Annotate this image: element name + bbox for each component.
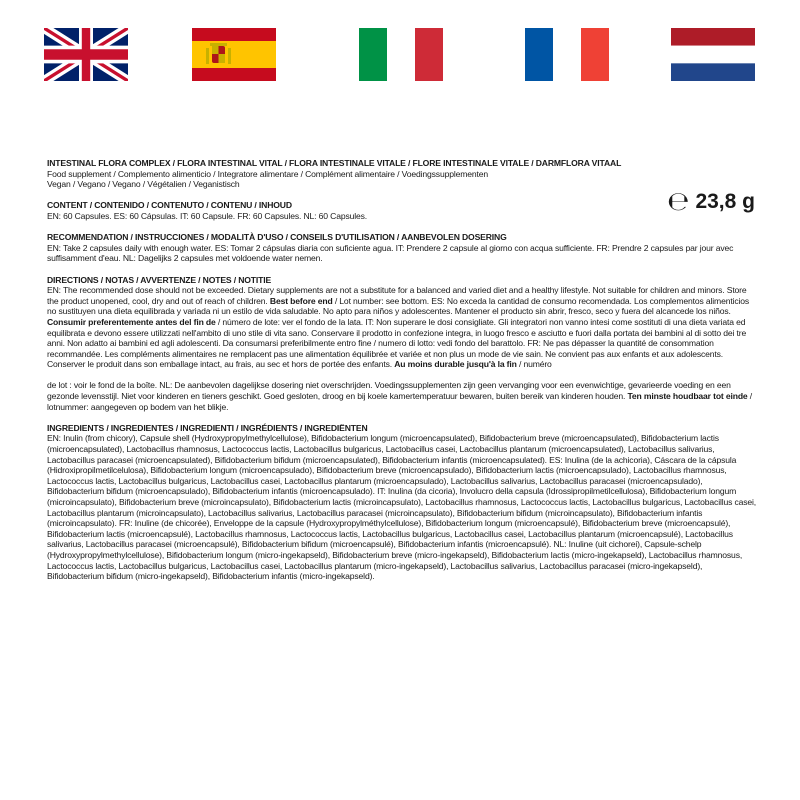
content-section (47, 200, 759, 221)
best-before-nl: Ten minste houdbaar tot einde (627, 391, 748, 402)
estimated-sign-icon: ℮ (667, 187, 690, 217)
content-text: EN: 60 Capsules. ES: 60 Cápsulas. IT: 60 Capsule. FR: 60 Capsules. NL: 60 Capsules. (47, 210, 368, 221)
ingredients-heading: INGREDIENTS / INGREDIENTES / INGREDIENTI / INGRÉDIENTS / INGREDIËNTEN (47, 422, 368, 433)
directions-part-2: / Lot number: see bottom. ES: No exceda la cantidad de consumo recomendada. Los complementos alimenticios no sustituyen una dieta equilibrada y variada ni un estilo de vida saludable. No apto para niños y adolescentes. Mantener el producto sin abrir, fresco, seco y fuera del alcancede los niños. (47, 295, 750, 317)
directions-heading: DIRECTIONS / NOTAS / AVVERTENZE / NOTES / NOTITIE (47, 274, 272, 285)
directions-section (47, 275, 759, 413)
directions-part-4: / numéro (516, 359, 552, 370)
france-flag-icon (525, 28, 609, 81)
best-before-fr: Au moins durable jusqu'à la fin (394, 359, 517, 370)
directions-text-continued (47, 380, 759, 412)
best-before-en: Best before end (269, 295, 333, 306)
recommendation-text: EN: Take 2 capsules daily with enough water. ES: Tomar 2 cápsulas diaria con suficiente agua. IT: Prendere 2 capsule al giorno con acqua sufficiente. FR: Prendre 2 capsules par jour avec suffisamment d'eau. NL: Dagelijks 2 capsules met voldoende water nemen. (47, 242, 734, 264)
directions-part-5: de lot : voir le fond de la boîte. NL: De aanbevolen dagelijkse dosering niet overschrijden. Voedingssupplementen zijn geen vervanging voor een evenwichtige, gevarieerde voeding en een gezonde levensstijl. Niet voor kinderen en tieners geschikt. Goed gesloten, droog en bij koele kamertemperatuur bewaren, buiten bereik van kinderen houden. (47, 380, 731, 402)
content-heading: CONTENT / CONTENIDO / CONTENUTO / CONTENU / INHOUD (47, 200, 292, 211)
vegan-line: Vegan / Vegano / Vegano / Végétalien / Veganistisch (47, 179, 240, 190)
product-label-text (47, 158, 759, 592)
netherlands-flag-icon (671, 28, 755, 81)
spain-flag-icon (192, 28, 276, 81)
product-type-line: Food supplement / Complemento alimenticio / Integratore alimentare / Complément alimentaire / Voedingssupplementen (47, 168, 489, 179)
directions-gap (47, 370, 759, 381)
directions-part-3: / número de lote: ver el fondo de la lata. IT: Non superare le dosi consigliate. Gli integratori non vanno intesi come sostituti di una dieta variata ed equilibrata e devono essere utilizzati nell'ambito di uno stile di vita sano. Conservare il prodotto in confezione integra, in luogo fresco e asciutto e fuori dalla portata dei bambini al di sotto dei tre anni. Non adatto ai bambini ed agli adolescenti. Da consumarsi preferibilmente entro fine / numero di lotto: vedi fondo del barattolo. FR: Ne pas dépasser la quantité de consommation recommandée. Les compléments alimentaires ne remplacent pas une alimentation équilibrée et variée et non plus un mode de vie sain. Ne convient pas aux enfants et aux adolescents. Conserver le produit dans son emballage intact, au frais, au sec et hors de portée des enfants. (47, 316, 747, 370)
directions-part-1: EN: The recommended dose should not be exceeded. Dietary supplements are not a substitute for a balanced and varied diet and a healthy lifestyle. Not suitable for children and minors. Store the product unopened, cool, dry and out of reach of children. (47, 285, 747, 306)
best-before-es: Consumir preferentemente antes del fin de (47, 316, 216, 327)
ingredients-text: EN: Inulin (from chicory), Capsule shell (Hydroxypropylmethylcellulose), Bifidobacterium longum (microencapsulated), Bifidobacterium breve (microencapsulated), Bifidobacterium lactis (microencapsulated), Lactobacillus rhamnosus, Lactococcus lactis, Lactobacillus bulgaricus, Lactobacillus casei, Lactobacillus plantarum (microencapsulated), Lactobacillus salivarius, Lactobacillus paracasei (microencapsulated), Bifidobacterium bifidum (microencapsulated), Bifidobacterium infantis (microencapsulated). ES: Inulina (de la achicoria), Cáscara de la cápsula (Hidroxipropilmetilcelulosa), Bifidobacterium longum (microencapsulado), Bifidobacterium breve (microencapsulado), Bifidobacterium lactis (microencapsulado), Lactobacillus rhamnosus, Lactococcus lactis, Lactobacillus bulgaricus, Lactobacillus casei, Lactobacillus plantarum (microencapsulado), Lactobacillus salivarius, Lactobacillus paracasei (microencapsulado), Bifidobacterium bifidum (microencapsulado), Bifidobacterium infantis (microencapsulado). IT: Inulina (da cicoria), Involucro della capsula (Idrossipropilmetilcellulosa), Bifidobacterium longum (microincapsulato), Bifidobacterium breve (microincapsulato), Bifidobacterium lactis (microincapsulato), Lactobacillus rhamnosus, Lactococcus lactis, Lactobacillus bulgaricus, Lactobacillus casei, Lactobacillus plantarum (microincapsulato), Lactobacillus salivarius, Lactobacillus paracasei (microincapsulato), Bifidobacterium bifidum (microincapsulato), Bifidobacterium infantis (microincapsulato). FR: Inuline (de chicorée), Enveloppe de la capsule (Hydroxypropylméthylcellulose), Bifidobacterium longum (microencapsulé), Bifidobacterium breve (microencapsulé), Bifidobacterium lactis (microencapsulé), Lactobacillus rhamnosus, Lactococcus lactis, Lactobacillus bulgaricus, Lactobacillus casei, Lactobacillus plantarum (microencapsulé), Lactobacillus salivarius, Lactobacillus paracasei (microencapsulé), Bifidobacterium bifidum (microencapsulé), Bifidobacterium infantis (microencapsulé). NL: Inuline (uit cichorei), Capsule-schelp (Hydroxypropylmethylcellulose), Bifidobacterium longum (micro-ingekapseld), Bifidobacterium breve (micro-ingekapseld), Bifidobacterium lactis (micro-ingekapseld), Lactobacillus rhamnosus, Lactococcus lactis, Lactobacillus bulgaricus, Lactobacillus casei, Lactobacillus plantarum (micro-ingekapseld), Lactobacillus salivarius, Lactobacillus paracasei (micro-ingekapseld), Bifidobacterium bifidum (micro-ingekapseld), Bifidobacterium infantis (micro-ingekapseld). (47, 433, 757, 582)
uk-flag-icon (44, 28, 128, 81)
title-section (47, 158, 759, 190)
recommendation-heading: RECOMMENDATION / INSTRUCCIONES / MODALITÀ D'USO / CONSEILS D'UTILISATION / AANBEVOLEN DOSERING (47, 232, 507, 243)
directions-text (47, 285, 759, 370)
recommendation-section (47, 232, 759, 264)
ingredients-section (47, 423, 759, 582)
product-name-heading: INTESTINAL FLORA COMPLEX / FLORA INTESTINAL VITAL / FLORA INTESTINALE VITALE / FLORE INTESTINALE VITALE / DARMFLORA VITAAL (47, 158, 622, 168)
directions-part-6: / lotnummer: aangegeven op bodem van het blikje. (47, 391, 753, 412)
italy-flag-icon (359, 28, 443, 81)
flag-row (0, 28, 800, 83)
net-weight-value: 23,8 g (695, 190, 755, 213)
